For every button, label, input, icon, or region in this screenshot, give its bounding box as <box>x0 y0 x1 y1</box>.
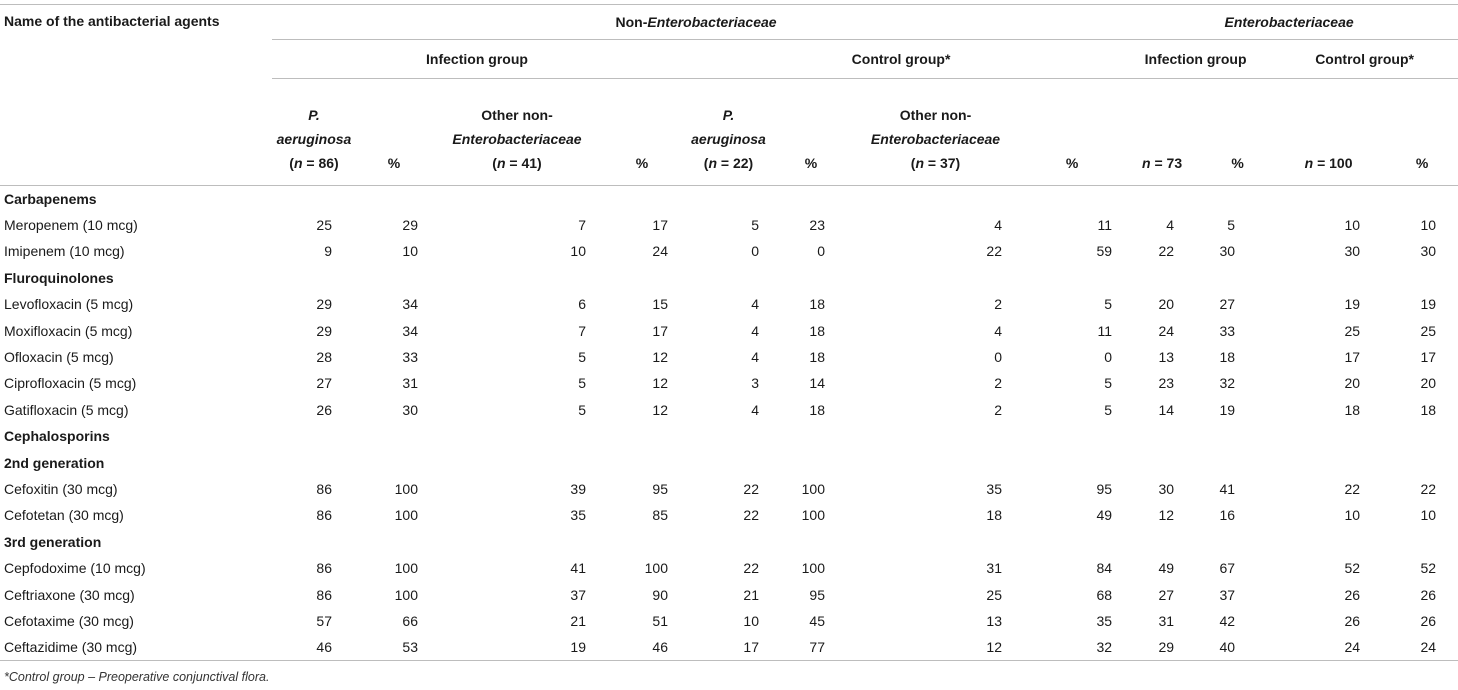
table-cell: 17 <box>682 634 775 660</box>
table-cell: 2 <box>994 296 1002 313</box>
pct-header-6: % <box>1415 155 1429 171</box>
table-cell: 5 <box>578 349 586 366</box>
table-cell: 20 <box>1344 375 1361 392</box>
table-cell: 22 <box>743 507 759 524</box>
ent-control-n-header <box>1271 79 1386 186</box>
table-cell: 29 <box>402 217 418 234</box>
table-cell: 28 <box>316 349 332 366</box>
table-cell: 46 <box>272 634 356 660</box>
section-row <box>0 529 1458 555</box>
table-cell: 26 <box>316 401 332 418</box>
table-cell: 30 <box>1420 243 1437 260</box>
table-cell: 14 <box>1158 401 1175 418</box>
table-cell: 5 <box>578 375 586 392</box>
section-2nd-generation: 2nd generation <box>4 454 105 471</box>
pct-header-4: % <box>1065 155 1079 171</box>
section-fluoroquinolones: Fluroquinolones <box>4 269 114 286</box>
paren: ( <box>289 155 294 171</box>
row-label: Ofloxacin (5 mcg) <box>4 349 114 366</box>
aeruginosa-label: aeruginosa <box>276 131 352 147</box>
n-value: = 41) <box>505 155 542 171</box>
table-cell: 13 <box>986 612 1002 629</box>
section-row <box>0 265 1458 291</box>
table-cell: 4 <box>1166 217 1175 234</box>
table-cell: 27 <box>1219 296 1236 313</box>
table-cell: 37 <box>1219 586 1236 603</box>
table-cell: 35 <box>1096 612 1113 629</box>
table-row <box>0 317 1458 343</box>
table-cell: 32 <box>1219 375 1236 392</box>
table-cell: 17 <box>652 322 668 339</box>
pct-header-3: % <box>804 155 818 171</box>
table-cell: 10 <box>1420 507 1437 524</box>
table-cell: 30 <box>402 401 418 418</box>
table-cell: 100 <box>394 507 418 524</box>
other-non-ent-control-header <box>847 79 1024 186</box>
control-group-header-2: Control group* <box>1271 40 1458 79</box>
enterobacteriaceae-header: Enterobacteriaceae <box>1120 5 1458 40</box>
row-label: Cefotetan (30 mcg) <box>4 507 124 524</box>
table-cell: 17 <box>1344 349 1361 366</box>
table-cell: 16 <box>1219 507 1236 524</box>
table-cell: 23 <box>1158 375 1175 392</box>
p-label: P. <box>308 107 320 123</box>
p-aeruginosa-control-header <box>682 79 775 186</box>
table-cell: 67 <box>1219 560 1236 577</box>
table-cell: 0 <box>751 243 759 260</box>
table-cell: 34 <box>402 322 418 339</box>
table-cell: 29 <box>316 296 332 313</box>
paren: ( <box>703 155 709 171</box>
table-cell: 45 <box>809 612 825 629</box>
table-row <box>0 397 1458 423</box>
antibacterial-table <box>0 4 1458 661</box>
enterobacteriaceae-label: Enterobacteriaceae <box>870 131 1001 147</box>
table-cell: 0 <box>817 243 825 260</box>
table-cell: 100 <box>394 480 418 497</box>
table-cell: 21 <box>743 586 759 603</box>
table-cell: 95 <box>809 586 825 603</box>
table-cell: 10 <box>1344 217 1361 234</box>
table-row <box>0 555 1458 581</box>
table-cell: 39 <box>570 480 586 497</box>
table-cell: 30 <box>1219 243 1236 260</box>
non-prefix: Non- <box>615 14 648 30</box>
table-cell: 26 <box>1420 612 1437 629</box>
table-cell: 22 <box>986 243 1002 260</box>
table-cell: 41 <box>570 560 586 577</box>
row-label: Ciprofloxacin (5 mcg) <box>4 375 137 392</box>
table-cell: 33 <box>1219 322 1236 339</box>
table-cell: 12 <box>1158 507 1175 524</box>
table-cell: 27 <box>316 375 332 392</box>
table-cell: 86 <box>316 586 332 603</box>
table-cell: 31 <box>986 560 1002 577</box>
table-cell: 12 <box>652 349 668 366</box>
table-cell: 18 <box>809 296 825 313</box>
table-cell: 26 <box>1344 586 1361 603</box>
table-cell: 86 <box>316 507 332 524</box>
table-cell: 52 <box>1344 560 1361 577</box>
n-label: n <box>1142 155 1151 171</box>
row-label: Cefoxitin (30 mcg) <box>4 480 118 497</box>
table-cell: 22 <box>1420 480 1437 497</box>
table-cell: 0 <box>994 349 1002 366</box>
table-cell: 19 <box>1219 401 1236 418</box>
table-cell: 68 <box>1096 586 1113 603</box>
row-label: Ceftazidime (30 mcg) <box>0 634 272 660</box>
table-cell: 95 <box>1096 480 1113 497</box>
table-cell: 0 <box>1104 349 1113 366</box>
section-row <box>0 186 1458 212</box>
table-cell: 18 <box>1420 401 1437 418</box>
table-cell: 31 <box>1158 612 1175 629</box>
table-cell: 40 <box>1204 634 1271 660</box>
table-cell: 59 <box>1096 243 1113 260</box>
paren: ( <box>492 155 497 171</box>
table-cell: 4 <box>994 322 1002 339</box>
other-non-ent-infection-header <box>432 79 602 186</box>
table-cell: 24 <box>652 243 668 260</box>
infection-group-header-2: Infection group <box>1120 40 1271 79</box>
table-cell: 24 <box>1271 634 1386 660</box>
table-cell: 2 <box>994 375 1002 392</box>
n-label: n <box>915 155 925 171</box>
table-cell: 35 <box>570 507 586 524</box>
table-cell: 33 <box>402 349 418 366</box>
table-cell: 100 <box>801 560 825 577</box>
table-cell: 15 <box>652 296 668 313</box>
n-value: = 37) <box>924 155 961 171</box>
table-cell: 17 <box>1420 349 1437 366</box>
non-ent-italic: Enterobacteriaceae <box>647 14 777 30</box>
n-value: = 22) <box>717 155 754 171</box>
table-cell: 7 <box>578 217 586 234</box>
table-cell: 19 <box>432 634 602 660</box>
table-cell: 25 <box>1420 322 1437 339</box>
table-cell: 20 <box>1158 296 1175 313</box>
table-cell: 10 <box>1344 507 1361 524</box>
table-cell: 53 <box>356 634 432 660</box>
table-row <box>0 212 1458 238</box>
table-cell: 26 <box>1420 586 1437 603</box>
table-cell: 27 <box>1158 586 1175 603</box>
section-3rd-generation: 3rd generation <box>4 533 102 550</box>
table-cell: 4 <box>751 296 759 313</box>
table-cell: 90 <box>652 586 668 603</box>
footnote: *Control group – Preoperative conjunctival flora. <box>4 670 270 684</box>
table-cell: 34 <box>402 296 418 313</box>
table-cell: 100 <box>394 560 418 577</box>
table-cell: 84 <box>1096 560 1113 577</box>
p-label: P. <box>722 107 735 123</box>
table-cell: 85 <box>652 507 668 524</box>
table-cell: 25 <box>1344 322 1361 339</box>
table-cell: 18 <box>1344 401 1361 418</box>
table-cell: 86 <box>316 480 332 497</box>
row-label: Ceftriaxone (30 mcg) <box>4 586 135 603</box>
table-cell: 4 <box>751 349 759 366</box>
row-label: Moxifloxacin (5 mcg) <box>4 322 133 339</box>
row-label: Levofloxacin (5 mcg) <box>4 296 134 313</box>
other-label: Other non- <box>899 107 972 123</box>
pct-header-1: % <box>387 155 401 171</box>
table-cell: 18 <box>809 401 825 418</box>
table-cell: 5 <box>578 401 586 418</box>
table-cell: 66 <box>402 612 418 629</box>
table-body <box>0 186 1458 661</box>
paren: ( <box>910 155 916 171</box>
table-cell: 30 <box>1158 480 1175 497</box>
pct-header-2: % <box>635 155 649 171</box>
ent-infection-n-header <box>1120 79 1204 186</box>
row-label: Gatifloxacin (5 mcg) <box>4 401 129 418</box>
infection-group-header-1: Infection group <box>272 40 682 79</box>
table-cell: 41 <box>1219 480 1236 497</box>
table-row <box>0 608 1458 634</box>
pct-header-5: % <box>1231 155 1244 171</box>
table-cell: 19 <box>1420 296 1437 313</box>
table-cell: 13 <box>1158 349 1175 366</box>
table-cell: 10 <box>743 612 759 629</box>
row-label: Imipenem (10 mcg) <box>4 243 125 260</box>
table-cell: 24 <box>1386 634 1458 660</box>
non-enterobacteriaceae-header <box>272 5 1120 40</box>
table-cell: 52 <box>1420 560 1437 577</box>
row-label: Cepfodoxime (10 mcg) <box>4 560 146 577</box>
table-row <box>0 344 1458 370</box>
table-row <box>0 476 1458 502</box>
table-cell: 24 <box>1158 322 1175 339</box>
table-row <box>0 581 1458 607</box>
section-carbapenems: Carbapenems <box>4 190 97 207</box>
table-cell: 86 <box>316 560 332 577</box>
table-cell: 42 <box>1219 612 1236 629</box>
table-cell: 9 <box>324 243 332 260</box>
table-row <box>0 370 1458 396</box>
n-value: = 73 <box>1150 155 1183 171</box>
table-cell: 11 <box>1097 322 1113 339</box>
table-cell: 14 <box>809 375 825 392</box>
table-cell: 49 <box>1096 507 1113 524</box>
table-cell: 18 <box>809 349 825 366</box>
table-cell: 10 <box>1420 217 1437 234</box>
table-cell: 2 <box>994 401 1002 418</box>
row-label: Meropenem (10 mcg) <box>4 217 138 234</box>
table-cell: 5 <box>1104 296 1113 313</box>
table-cell: 30 <box>1344 243 1361 260</box>
table-cell: 26 <box>1344 612 1361 629</box>
n-label: n <box>1304 155 1314 171</box>
table-cell: 29 <box>1120 634 1204 660</box>
section-row <box>0 449 1458 475</box>
table-cell: 5 <box>1104 401 1113 418</box>
enterobacteriaceae-label: Enterobacteriaceae <box>452 131 582 147</box>
table-cell: 19 <box>1344 296 1361 313</box>
table-cell: 5 <box>1104 375 1113 392</box>
n-value: = 86) <box>302 155 339 171</box>
other-label: Other non- <box>481 107 553 123</box>
table-cell: 4 <box>994 217 1002 234</box>
table-cell: 21 <box>570 612 586 629</box>
table-cell: 3 <box>751 375 759 392</box>
section-row <box>0 423 1458 449</box>
table-cell: 10 <box>402 243 418 260</box>
table-cell: 29 <box>316 322 332 339</box>
table-cell: 95 <box>652 480 668 497</box>
table-cell: 23 <box>809 217 825 234</box>
table-row <box>0 634 1458 660</box>
n-label: n <box>708 155 718 171</box>
table-cell: 12 <box>652 401 668 418</box>
table-row <box>0 291 1458 317</box>
table-cell: 46 <box>602 634 682 660</box>
table-cell: 20 <box>1420 375 1437 392</box>
table-cell: 5 <box>751 217 759 234</box>
table-row <box>0 502 1458 528</box>
table-cell: 57 <box>316 612 332 629</box>
name-column-header: Name of the antibacterial agents <box>4 13 220 29</box>
table-cell: 17 <box>652 217 668 234</box>
section-cephalosporins: Cephalosporins <box>4 428 110 445</box>
table-cell: 25 <box>316 217 332 234</box>
table-cell: 32 <box>1024 634 1120 660</box>
table-cell: 12 <box>847 634 1024 660</box>
table-cell: 100 <box>394 586 418 603</box>
table-cell: 51 <box>652 612 668 629</box>
table-cell: 7 <box>578 322 586 339</box>
table-cell: 18 <box>986 507 1002 524</box>
table-cell: 10 <box>570 243 586 260</box>
table-cell: 77 <box>775 634 847 660</box>
table-cell: 22 <box>743 480 759 497</box>
table-cell: 4 <box>751 401 759 418</box>
table-cell: 25 <box>986 586 1002 603</box>
table-cell: 22 <box>1344 480 1361 497</box>
table-cell: 11 <box>1097 217 1113 234</box>
table-cell: 18 <box>809 322 825 339</box>
table-cell: 31 <box>402 375 418 392</box>
table-cell: 35 <box>986 480 1002 497</box>
table-cell: 37 <box>570 586 586 603</box>
table-cell: 18 <box>1219 349 1236 366</box>
table-cell: 100 <box>801 480 825 497</box>
n-label: n <box>293 155 303 171</box>
control-group-header-1: Control group* <box>682 40 1120 79</box>
n-value: = 100 <box>1313 155 1353 171</box>
table-row <box>0 238 1458 264</box>
aeruginosa-label: aeruginosa <box>691 131 766 147</box>
table-cell: 6 <box>578 296 586 313</box>
p-aeruginosa-infection-header <box>272 79 356 186</box>
header-row-1 <box>0 5 1458 40</box>
table-cell: 49 <box>1158 560 1175 577</box>
n-label: n <box>496 155 506 171</box>
table-cell: 12 <box>652 375 668 392</box>
table-cell: 22 <box>1158 243 1175 260</box>
table-cell: 100 <box>801 507 825 524</box>
table-cell: 22 <box>743 560 759 577</box>
table-cell: 100 <box>644 560 668 577</box>
row-label: Cefotaxime (30 mcg) <box>4 612 134 629</box>
table-cell: 4 <box>751 322 759 339</box>
table-cell: 5 <box>1227 217 1236 234</box>
